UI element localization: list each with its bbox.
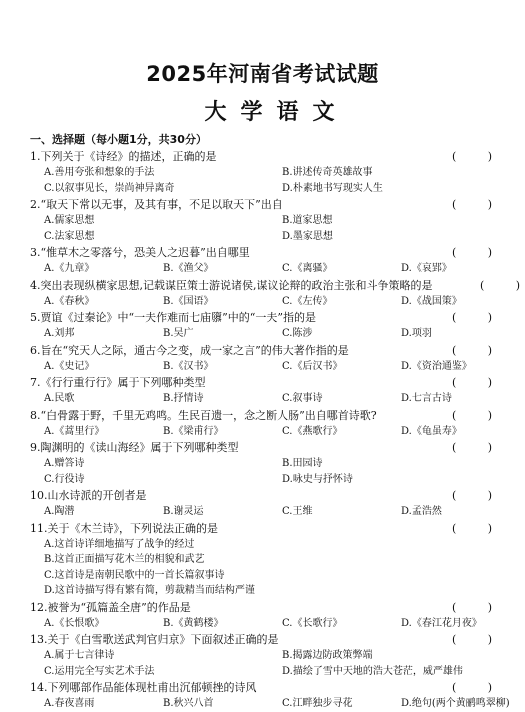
answer-option: C.《长歌行》: [282, 617, 343, 629]
question-item: [30, 407, 520, 440]
answer-option: B.这首正面描写花木兰的相貌和武艺: [44, 554, 205, 565]
answer-option: A.儒家思想: [44, 215, 95, 226]
question-stem: 5.贾谊《过秦论》中“一夫作难而七庙隳”中的“一夫”指的是: [30, 311, 316, 324]
answer-bracket: ): [487, 489, 492, 502]
answer-blank: [452, 407, 492, 424]
answer-bracket: ): [487, 441, 492, 454]
answer-option: B.秋兴八首: [163, 698, 214, 709]
option-list: [30, 456, 520, 487]
question-item: [30, 244, 520, 277]
answer-blank: [452, 599, 492, 616]
answer-bracket: ): [487, 311, 492, 324]
answer-blank: [452, 342, 492, 359]
answer-option: B.田园诗: [282, 458, 323, 469]
answer-option: A.属于七言律诗: [44, 650, 115, 661]
answer-option: C.法家思想: [44, 230, 95, 242]
answer-option: D.《龟虽寿》: [401, 425, 462, 437]
question-item: [30, 374, 520, 407]
answer-option: A.民歌: [44, 393, 75, 404]
answer-option: B.揭露边防政策弊端: [282, 650, 373, 661]
answer-bracket: ): [487, 521, 492, 535]
question-stem: 11.关于《木兰诗》，下列说法正确的是: [30, 521, 218, 535]
answer-bracket: (: [452, 489, 457, 502]
answer-option: B.《国语》: [163, 295, 214, 307]
answer-option: B.《黄鹤楼》: [163, 617, 224, 629]
answer-option: A.善用夸张和想象的手法: [44, 167, 155, 178]
answer-option: C.王维: [282, 506, 313, 517]
answer-option: B.谢灵运: [163, 506, 204, 517]
question-item: [30, 196, 520, 244]
answer-option: D.《战国策》: [401, 295, 462, 307]
question-stem: 8.“白骨露于野，千里无鸡鸣。生民百遗一，念之断人肠”出自哪首诗歌?: [30, 408, 377, 422]
answer-option: A.赠答诗: [44, 458, 85, 469]
answer-blank: [452, 148, 492, 165]
question-list: [30, 148, 520, 712]
answer-option: C.运用完全写实艺术手法: [44, 665, 155, 677]
answer-blank: [452, 631, 492, 648]
answer-option: A.《九章》: [44, 263, 95, 274]
question-stem: 12.被誉为“孤篇盖全唐”的作品是: [30, 600, 191, 614]
option-list: [30, 213, 520, 244]
answer-option: D.孟浩然: [401, 506, 442, 517]
option-list: [30, 504, 520, 520]
answer-bracket: ): [515, 278, 520, 292]
answer-bracket: ): [487, 376, 492, 389]
answer-blank: [452, 374, 492, 391]
answer-bracket: ): [487, 600, 492, 614]
answer-blank: [480, 277, 520, 294]
answer-option: D.朴素地书写现实人生: [282, 182, 383, 194]
question-stem: 1.下列关于《诗经》的描述，正确的是: [30, 150, 217, 163]
question-item: [30, 277, 520, 310]
answer-blank: [452, 439, 492, 456]
option-list: [30, 696, 520, 712]
answer-option: D.描绘了雪中天地的浩大苍茫，威严雄伟: [282, 665, 463, 677]
answer-bracket: (: [452, 521, 457, 535]
question-item: [30, 148, 520, 196]
answer-bracket: (: [452, 633, 457, 646]
answer-option: C.行役诗: [44, 473, 85, 485]
answer-option: B.抒情诗: [163, 393, 204, 404]
answer-option: B.吴广: [163, 328, 194, 339]
question-stem: 14.下列哪部作品能体现杜甫出沉郁顿挫的诗风: [30, 681, 257, 694]
answer-option: A.陶潜: [44, 506, 75, 517]
answer-option: C.《左传》: [282, 295, 333, 307]
answer-bracket: (: [452, 600, 457, 614]
answer-bracket: (: [452, 198, 457, 211]
answer-option: D.项羽: [401, 328, 432, 339]
answer-bracket: (: [452, 246, 457, 259]
option-list: [30, 537, 520, 599]
answer-bracket: (: [452, 681, 457, 694]
question-item: [30, 631, 520, 679]
question-stem: 4.突出表现纵横家思想,记载谋臣策士游说诸侯,谋议论辩的政治主张和斗争策略的是: [30, 278, 433, 292]
answer-option: C.《后汉书》: [282, 360, 343, 372]
option-list: [30, 326, 520, 342]
answer-option: D.墨家思想: [282, 230, 333, 242]
question-item: [30, 599, 520, 632]
answer-option: C.陈涉: [282, 328, 313, 339]
option-list: [30, 359, 520, 375]
section-heading: 一、选择题（每小题1分，共30分）: [30, 133, 207, 146]
option-list: [30, 616, 520, 632]
answer-bracket: (: [480, 278, 485, 292]
answer-option: A.《长恨歌》: [44, 617, 105, 629]
option-list: [30, 424, 520, 440]
answer-option: B.《渔父》: [163, 263, 214, 274]
option-list: [30, 648, 520, 679]
answer-blank: [452, 244, 492, 261]
question-stem: 2.“取天下常以无事，及其有事，不足以取天下”出自: [30, 198, 283, 211]
question-stem: 13.关于《白雪歌送武判官归京》下面叙述正确的是: [30, 633, 279, 646]
answer-option: D.《资治通鉴》: [401, 360, 472, 372]
question-stem: 3.“惟草木之零落兮，恐美人之迟暮”出自哪里: [30, 246, 250, 259]
answer-option: A.刘邦: [44, 328, 75, 339]
answer-bracket: (: [452, 311, 457, 324]
question-item: [30, 439, 520, 487]
answer-bracket: (: [452, 441, 457, 454]
answer-option: C.江畔独步寻花: [282, 698, 353, 709]
answer-bracket: ): [487, 681, 492, 694]
page-subtitle: 大学语文: [204, 100, 349, 125]
answer-option: D.这首诗描写得有繁有简，剪裁精当而结构严谨: [44, 585, 255, 596]
answer-bracket: (: [452, 376, 457, 389]
answer-option: A.春夜喜雨: [44, 698, 95, 709]
question-item: [30, 520, 520, 599]
answer-option: A.这首诗详细地描写了战争的经过: [44, 538, 195, 550]
answer-option: C.《燕歌行》: [282, 425, 343, 437]
answer-bracket: ): [487, 246, 492, 259]
question-item: [30, 487, 520, 520]
option-list: [30, 165, 520, 196]
answer-option: C.叙事诗: [282, 393, 323, 404]
option-list: [30, 261, 520, 277]
answer-option: A.《史记》: [44, 360, 95, 372]
answer-bracket: (: [452, 343, 457, 357]
answer-option: C.以叙事见长，崇尚神异离奇: [44, 182, 175, 194]
question-stem: 10.山水诗派的开创者是: [30, 489, 147, 502]
answer-option: D.七言古诗: [401, 393, 452, 404]
option-list: [30, 391, 520, 407]
answer-bracket: ): [487, 343, 492, 357]
option-list: [30, 294, 520, 310]
answer-bracket: ): [487, 198, 492, 211]
question-stem: 9.陶渊明的《读山海经》属于下列哪种类型: [30, 441, 239, 454]
question-stem: 7.《行行重行行》属于下列哪种类型: [30, 376, 206, 389]
answer-option: D.《哀郢》: [401, 263, 452, 274]
answer-option: C.这首诗是南朝民歌中的一首长篇叙事诗: [44, 569, 225, 581]
answer-blank: [452, 196, 492, 213]
answer-option: A.《春秋》: [44, 295, 95, 307]
answer-option: B.讲述传奇英雄故事: [282, 167, 373, 178]
answer-option: D.绝句(两个黄鹂鸣翠柳): [401, 698, 510, 709]
answer-option: D.咏史与抒怀诗: [282, 473, 353, 485]
answer-blank: [452, 679, 492, 696]
answer-blank: [452, 309, 492, 326]
question-item: [30, 679, 520, 712]
answer-option: A.《蒿里行》: [44, 425, 105, 437]
answer-bracket: ): [487, 408, 492, 422]
answer-option: B.道家思想: [282, 215, 333, 226]
answer-option: C.《离骚》: [282, 263, 333, 274]
answer-option: B.《汉书》: [163, 360, 214, 372]
question-stem: 6.旨在“究天人之际，通古今之变，成一家之言”的伟大著作指的是: [30, 343, 349, 357]
question-item: [30, 342, 520, 375]
answer-option: D.《春江花月夜》: [401, 617, 482, 629]
answer-blank: [452, 520, 492, 537]
answer-bracket: (: [452, 408, 457, 422]
answer-bracket: (: [452, 150, 457, 163]
answer-bracket: ): [487, 150, 492, 163]
answer-option: B.《梁甫行》: [163, 425, 224, 437]
answer-bracket: ): [487, 633, 492, 646]
page-title: 2025年河南省考试试题: [146, 62, 379, 86]
question-item: [30, 309, 520, 342]
answer-blank: [452, 487, 492, 504]
